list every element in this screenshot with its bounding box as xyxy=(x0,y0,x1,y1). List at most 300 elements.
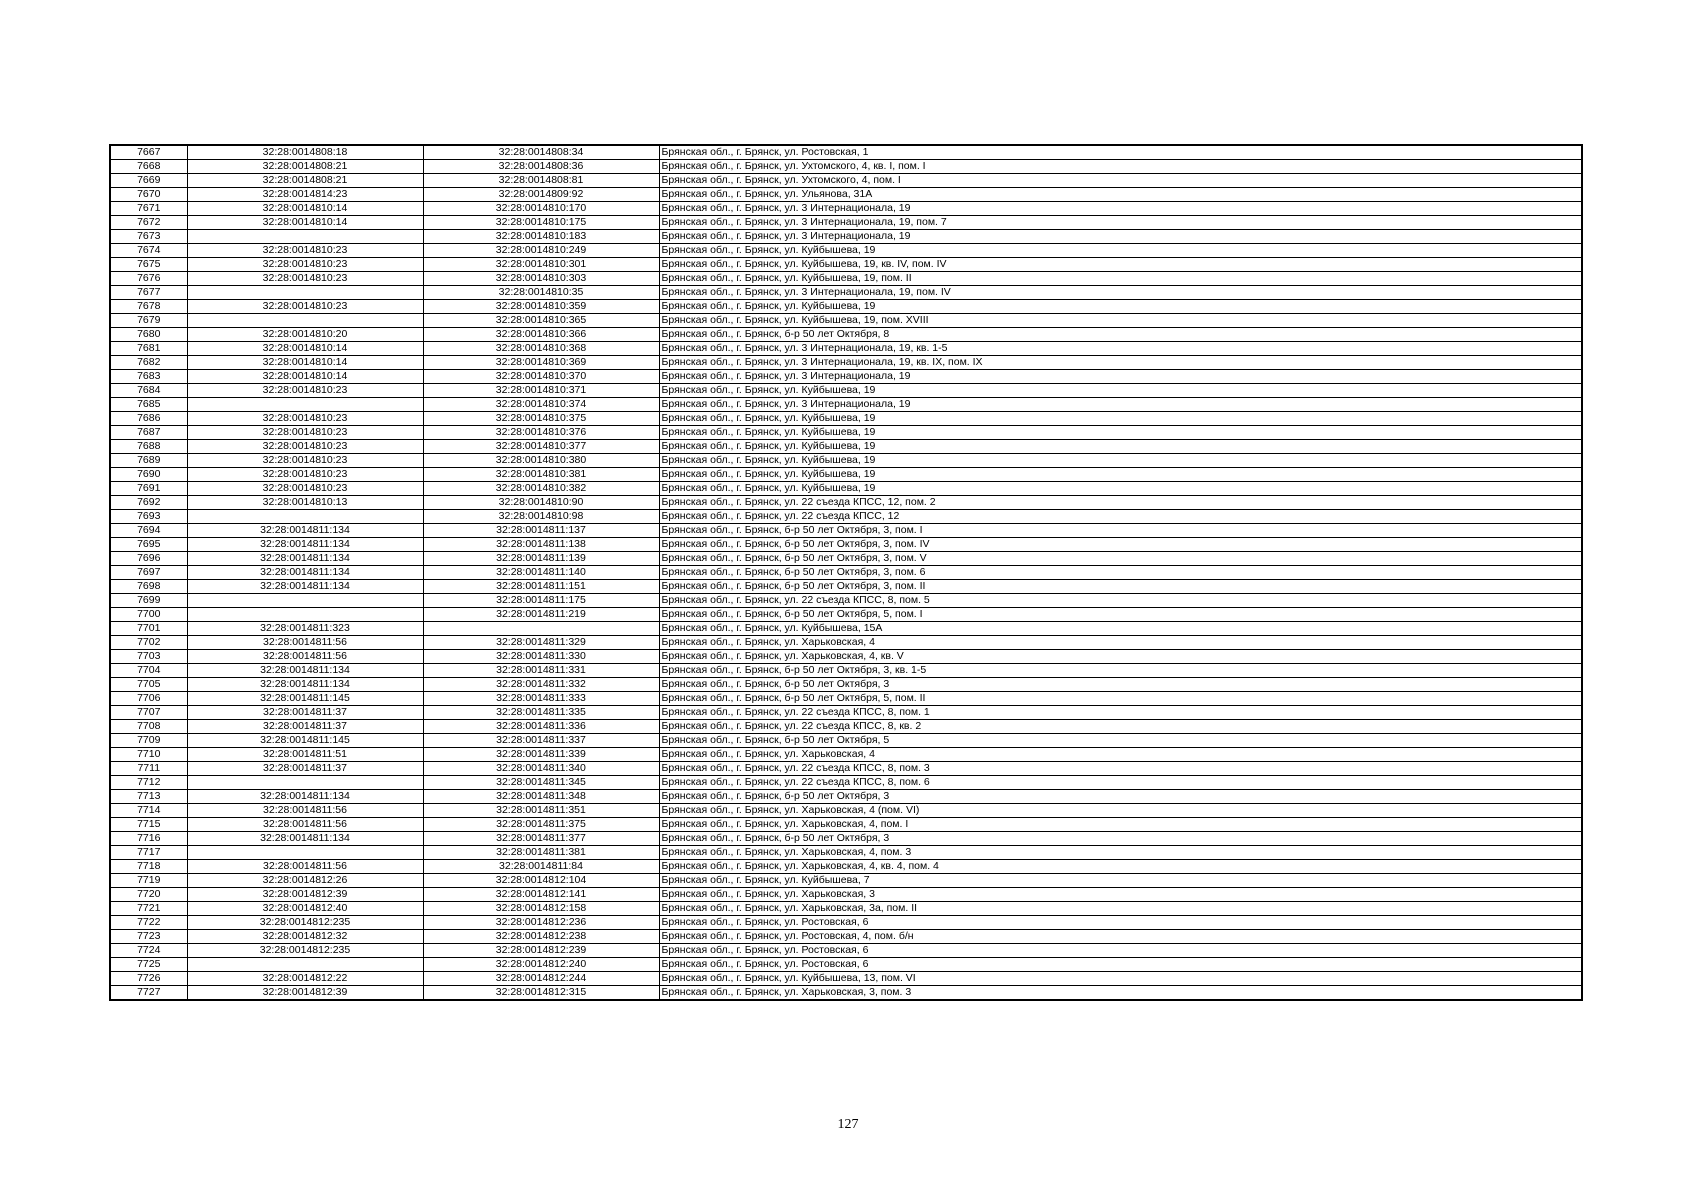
row-number-cell: 7720 xyxy=(110,888,187,902)
table-row xyxy=(110,972,1582,986)
row-number-cell: 7671 xyxy=(110,202,187,216)
address-cell: Брянская обл., г. Брянск, ул. Куйбышева, 19 xyxy=(659,412,1582,426)
address-cell: Брянская обл., г. Брянск, ул. 3 Интернационала, 19 xyxy=(659,370,1582,384)
address-cell: Брянская обл., г. Брянск, ул. 22 съезда КПСС, 8, пом. 5 xyxy=(659,594,1582,608)
parcel-number-cell: 32:28:0014811:134 xyxy=(187,678,423,692)
object-number-cell: 32:28:0014811:137 xyxy=(423,524,659,538)
row-number-cell: 7695 xyxy=(110,538,187,552)
table-row xyxy=(110,272,1582,286)
row-number-cell: 7698 xyxy=(110,580,187,594)
object-number-cell: 32:28:0014810:368 xyxy=(423,342,659,356)
parcel-number-cell: 32:28:0014812:32 xyxy=(187,930,423,944)
row-number-cell: 7702 xyxy=(110,636,187,650)
table-row xyxy=(110,538,1582,552)
address-cell: Брянская обл., г. Брянск, ул. Куйбышева, 19 xyxy=(659,454,1582,468)
table-row xyxy=(110,426,1582,440)
table-row xyxy=(110,328,1582,342)
object-number-cell: 32:28:0014810:366 xyxy=(423,328,659,342)
address-cell: Брянская обл., г. Брянск, ул. Харьковская, 3 xyxy=(659,888,1582,902)
object-number-cell: 32:28:0014810:183 xyxy=(423,230,659,244)
address-cell: Брянская обл., г. Брянск, ул. Куйбышева, 19 xyxy=(659,482,1582,496)
address-cell: Брянская обл., г. Брянск, ул. Куйбышева, 19 xyxy=(659,300,1582,314)
address-cell: Брянская обл., г. Брянск, б-р 50 лет Октября, 3, пом. 6 xyxy=(659,566,1582,580)
object-number-cell: 32:28:0014810:301 xyxy=(423,258,659,272)
parcel-number-cell: 32:28:0014808:21 xyxy=(187,160,423,174)
object-number-cell: 32:28:0014812:315 xyxy=(423,986,659,1001)
address-cell: Брянская обл., г. Брянск, ул. 22 съезда КПСС, 8, пом. 1 xyxy=(659,706,1582,720)
row-number-cell: 7670 xyxy=(110,188,187,202)
address-cell: Брянская обл., г. Брянск, ул. Куйбышева, 19 xyxy=(659,468,1582,482)
table-row xyxy=(110,636,1582,650)
row-number-cell: 7719 xyxy=(110,874,187,888)
parcel-number-cell: 32:28:0014810:14 xyxy=(187,342,423,356)
table-row xyxy=(110,356,1582,370)
object-number-cell: 32:28:0014811:339 xyxy=(423,748,659,762)
table-row xyxy=(110,230,1582,244)
address-cell: Брянская обл., г. Брянск, ул. Ухтомского, 4, пом. I xyxy=(659,174,1582,188)
row-number-cell: 7703 xyxy=(110,650,187,664)
table-row xyxy=(110,342,1582,356)
object-number-cell: 32:28:0014811:335 xyxy=(423,706,659,720)
row-number-cell: 7718 xyxy=(110,860,187,874)
address-cell: Брянская обл., г. Брянск, б-р 50 лет Октября, 5 xyxy=(659,734,1582,748)
object-number-cell: 32:28:0014810:381 xyxy=(423,468,659,482)
object-number-cell: 32:28:0014811:329 xyxy=(423,636,659,650)
table-row xyxy=(110,930,1582,944)
table-row xyxy=(110,650,1582,664)
address-cell: Брянская обл., г. Брянск, ул. Харьковская, 3а, пом. II xyxy=(659,902,1582,916)
table-row xyxy=(110,846,1582,860)
address-cell: Брянская обл., г. Брянск, ул. 22 съезда КПСС, 8, кв. 2 xyxy=(659,720,1582,734)
parcel-number-cell: 32:28:0014812:39 xyxy=(187,986,423,1001)
address-cell: Брянская обл., г. Брянск, ул. Куйбышева, 19 xyxy=(659,244,1582,258)
row-number-cell: 7713 xyxy=(110,790,187,804)
object-number-cell: 32:28:0014809:92 xyxy=(423,188,659,202)
table-row xyxy=(110,804,1582,818)
table-row xyxy=(110,216,1582,230)
object-number-cell: 32:28:0014810:249 xyxy=(423,244,659,258)
object-number-cell: 32:28:0014811:331 xyxy=(423,664,659,678)
object-number-cell: 32:28:0014812:236 xyxy=(423,916,659,930)
address-cell: Брянская обл., г. Брянск, ул. 3 Интернационала, 19, пом. 7 xyxy=(659,216,1582,230)
table-row xyxy=(110,888,1582,902)
object-number-cell: 32:28:0014810:175 xyxy=(423,216,659,230)
row-number-cell: 7688 xyxy=(110,440,187,454)
object-number-cell: 32:28:0014812:104 xyxy=(423,874,659,888)
parcel-number-cell: 32:28:0014812:26 xyxy=(187,874,423,888)
row-number-cell: 7706 xyxy=(110,692,187,706)
object-number-cell: 32:28:0014810:35 xyxy=(423,286,659,300)
table-row xyxy=(110,370,1582,384)
row-number-cell: 7721 xyxy=(110,902,187,916)
row-number-cell: 7690 xyxy=(110,468,187,482)
row-number-cell: 7678 xyxy=(110,300,187,314)
object-number-cell: 32:28:0014811:351 xyxy=(423,804,659,818)
object-number-cell: 32:28:0014810:90 xyxy=(423,496,659,510)
parcel-number-cell: 32:28:0014810:23 xyxy=(187,384,423,398)
row-number-cell: 7717 xyxy=(110,846,187,860)
table-row xyxy=(110,258,1582,272)
table-row xyxy=(110,202,1582,216)
address-cell: Брянская обл., г. Брянск, ул. Куйбышева, 19 xyxy=(659,426,1582,440)
parcel-number-cell: 32:28:0014811:37 xyxy=(187,706,423,720)
parcel-number-cell: 32:28:0014814:23 xyxy=(187,188,423,202)
object-number-cell: 32:28:0014812:238 xyxy=(423,930,659,944)
row-number-cell: 7700 xyxy=(110,608,187,622)
address-cell: Брянская обл., г. Брянск, ул. Куйбышева, 19, пом. II xyxy=(659,272,1582,286)
parcel-number-cell: 32:28:0014810:23 xyxy=(187,454,423,468)
row-number-cell: 7711 xyxy=(110,762,187,776)
parcel-number-cell: 32:28:0014810:14 xyxy=(187,216,423,230)
row-number-cell: 7723 xyxy=(110,930,187,944)
address-cell: Брянская обл., г. Брянск, ул. 3 Интернационала, 19, кв. 1-5 xyxy=(659,342,1582,356)
object-number-cell: 32:28:0014810:365 xyxy=(423,314,659,328)
row-number-cell: 7726 xyxy=(110,972,187,986)
row-number-cell: 7712 xyxy=(110,776,187,790)
parcel-number-cell: 32:28:0014810:13 xyxy=(187,496,423,510)
table-row xyxy=(110,958,1582,972)
row-number-cell: 7683 xyxy=(110,370,187,384)
row-number-cell: 7679 xyxy=(110,314,187,328)
address-cell: Брянская обл., г. Брянск, ул. Харьковская, 4, пом. 3 xyxy=(659,846,1582,860)
row-number-cell: 7707 xyxy=(110,706,187,720)
object-number-cell: 32:28:0014811:84 xyxy=(423,860,659,874)
address-cell: Брянская обл., г. Брянск, ул. Куйбышева, 7 xyxy=(659,874,1582,888)
object-number-cell: 32:28:0014810:380 xyxy=(423,454,659,468)
parcel-number-cell: 32:28:0014811:323 xyxy=(187,622,423,636)
object-number-cell: 32:28:0014808:34 xyxy=(423,145,659,160)
address-cell: Брянская обл., г. Брянск, ул. Ростовская, 1 xyxy=(659,145,1582,160)
address-cell: Брянская обл., г. Брянск, б-р 50 лет Октября, 5, пом. II xyxy=(659,692,1582,706)
address-cell: Брянская обл., г. Брянск, ул. Ростовская, 6 xyxy=(659,916,1582,930)
address-cell: Брянская обл., г. Брянск, ул. 22 съезда КПСС, 12 xyxy=(659,510,1582,524)
row-number-cell: 7705 xyxy=(110,678,187,692)
parcel-number-cell xyxy=(187,286,423,300)
row-number-cell: 7724 xyxy=(110,944,187,958)
object-number-cell: 32:28:0014810:377 xyxy=(423,440,659,454)
table-row xyxy=(110,496,1582,510)
row-number-cell: 7709 xyxy=(110,734,187,748)
table-row xyxy=(110,440,1582,454)
address-cell: Брянская обл., г. Брянск, ул. Куйбышева, 13, пом. VI xyxy=(659,972,1582,986)
row-number-cell: 7708 xyxy=(110,720,187,734)
table-row xyxy=(110,482,1582,496)
address-cell: Брянская обл., г. Брянск, б-р 50 лет Октября, 3 xyxy=(659,832,1582,846)
parcel-number-cell: 32:28:0014812:235 xyxy=(187,916,423,930)
table-row xyxy=(110,720,1582,734)
row-number-cell: 7677 xyxy=(110,286,187,300)
row-number-cell: 7715 xyxy=(110,818,187,832)
table-row xyxy=(110,762,1582,776)
table-row xyxy=(110,174,1582,188)
row-number-cell: 7673 xyxy=(110,230,187,244)
row-number-cell: 7672 xyxy=(110,216,187,230)
row-number-cell: 7699 xyxy=(110,594,187,608)
row-number-cell: 7669 xyxy=(110,174,187,188)
table-row xyxy=(110,160,1582,174)
object-number-cell: 32:28:0014811:332 xyxy=(423,678,659,692)
row-number-cell: 7675 xyxy=(110,258,187,272)
parcel-number-cell: 32:28:0014811:51 xyxy=(187,748,423,762)
address-cell: Брянская обл., г. Брянск, б-р 50 лет Октября, 3 xyxy=(659,678,1582,692)
row-number-cell: 7694 xyxy=(110,524,187,538)
table-row xyxy=(110,300,1582,314)
parcel-number-cell xyxy=(187,776,423,790)
table-row xyxy=(110,916,1582,930)
table-row xyxy=(110,874,1582,888)
object-number-cell: 32:28:0014811:219 xyxy=(423,608,659,622)
table-row xyxy=(110,664,1582,678)
address-cell: Брянская обл., г. Брянск, ул. 3 Интернационала, 19, пом. IV xyxy=(659,286,1582,300)
table-row xyxy=(110,244,1582,258)
parcel-number-cell: 32:28:0014811:145 xyxy=(187,692,423,706)
address-cell: Брянская обл., г. Брянск, ул. Харьковская, 4, пом. I xyxy=(659,818,1582,832)
table-row xyxy=(110,622,1582,636)
table-row xyxy=(110,384,1582,398)
row-number-cell: 7696 xyxy=(110,552,187,566)
parcel-number-cell: 32:28:0014811:134 xyxy=(187,552,423,566)
row-number-cell: 7667 xyxy=(110,145,187,160)
address-cell: Брянская обл., г. Брянск, ул. 3 Интернационала, 19, кв. IX, пом. IX xyxy=(659,356,1582,370)
object-number-cell: 32:28:0014811:336 xyxy=(423,720,659,734)
row-number-cell: 7685 xyxy=(110,398,187,412)
address-cell: Брянская обл., г. Брянск, б-р 50 лет Октября, 3, пом. IV xyxy=(659,538,1582,552)
address-cell: Брянская обл., г. Брянск, ул. Куйбышева, 19 xyxy=(659,384,1582,398)
address-cell: Брянская обл., г. Брянск, ул. Куйбышева, 19, кв. IV, пом. IV xyxy=(659,258,1582,272)
address-cell: Брянская обл., г. Брянск, ул. 3 Интернационала, 19 xyxy=(659,398,1582,412)
parcel-number-cell xyxy=(187,846,423,860)
parcel-number-cell: 32:28:0014811:145 xyxy=(187,734,423,748)
row-number-cell: 7691 xyxy=(110,482,187,496)
object-number-cell: 32:28:0014810:303 xyxy=(423,272,659,286)
parcel-number-cell xyxy=(187,314,423,328)
table-row xyxy=(110,818,1582,832)
object-number-cell: 32:28:0014810:382 xyxy=(423,482,659,496)
object-number-cell: 32:28:0014811:333 xyxy=(423,692,659,706)
parcel-number-cell: 32:28:0014810:23 xyxy=(187,258,423,272)
address-cell: Брянская обл., г. Брянск, ул. Ростовская, 4, пом. б/н xyxy=(659,930,1582,944)
parcel-number-cell: 32:28:0014808:21 xyxy=(187,174,423,188)
object-number-cell: 32:28:0014811:140 xyxy=(423,566,659,580)
table-row xyxy=(110,510,1582,524)
address-cell: Брянская обл., г. Брянск, ул. 3 Интернационала, 19 xyxy=(659,202,1582,216)
address-cell: Брянская обл., г. Брянск, ул. Харьковская, 4 xyxy=(659,636,1582,650)
table-row xyxy=(110,468,1582,482)
parcel-number-cell: 32:28:0014812:22 xyxy=(187,972,423,986)
table-row xyxy=(110,678,1582,692)
parcel-number-cell: 32:28:0014810:23 xyxy=(187,300,423,314)
parcel-number-cell: 32:28:0014811:134 xyxy=(187,538,423,552)
data-table xyxy=(109,144,1583,1001)
object-number-cell: 32:28:0014812:240 xyxy=(423,958,659,972)
address-cell: Брянская обл., г. Брянск, ул. 3 Интернационала, 19 xyxy=(659,230,1582,244)
address-cell: Брянская обл., г. Брянск, ул. Харьковская, 3, пом. 3 xyxy=(659,986,1582,1001)
parcel-number-cell: 32:28:0014811:134 xyxy=(187,790,423,804)
address-cell: Брянская обл., г. Брянск, ул. 22 съезда КПСС, 8, пом. 3 xyxy=(659,762,1582,776)
parcel-number-cell: 32:28:0014812:40 xyxy=(187,902,423,916)
table-row xyxy=(110,790,1582,804)
table-row xyxy=(110,860,1582,874)
row-number-cell: 7725 xyxy=(110,958,187,972)
address-cell: Брянская обл., г. Брянск, ул. Харьковская, 4 xyxy=(659,748,1582,762)
parcel-number-cell: 32:28:0014811:134 xyxy=(187,664,423,678)
address-cell: Брянская обл., г. Брянск, ул. Ростовская, 6 xyxy=(659,958,1582,972)
row-number-cell: 7689 xyxy=(110,454,187,468)
object-number-cell: 32:28:0014811:151 xyxy=(423,580,659,594)
table-row xyxy=(110,454,1582,468)
table-row xyxy=(110,608,1582,622)
address-cell: Брянская обл., г. Брянск, б-р 50 лет Октября, 3, пом. II xyxy=(659,580,1582,594)
parcel-number-cell: 32:28:0014810:23 xyxy=(187,412,423,426)
table-row xyxy=(110,580,1582,594)
table-row xyxy=(110,145,1582,160)
row-number-cell: 7668 xyxy=(110,160,187,174)
parcel-number-cell: 32:28:0014810:23 xyxy=(187,468,423,482)
address-cell: Брянская обл., г. Брянск, ул. Харьковская, 4, кв. 4, пом. 4 xyxy=(659,860,1582,874)
object-number-cell: 32:28:0014812:239 xyxy=(423,944,659,958)
parcel-number-cell: 32:28:0014810:14 xyxy=(187,202,423,216)
parcel-number-cell: 32:28:0014811:134 xyxy=(187,566,423,580)
parcel-number-cell: 32:28:0014810:23 xyxy=(187,272,423,286)
object-number-cell: 32:28:0014810:370 xyxy=(423,370,659,384)
object-number-cell: 32:28:0014811:175 xyxy=(423,594,659,608)
object-number-cell: 32:28:0014811:375 xyxy=(423,818,659,832)
parcel-number-cell: 32:28:0014811:134 xyxy=(187,832,423,846)
page-number: 127 xyxy=(837,1117,859,1132)
parcel-number-cell xyxy=(187,594,423,608)
address-cell: Брянская обл., г. Брянск, ул. 22 съезда КПСС, 12, пом. 2 xyxy=(659,496,1582,510)
address-cell: Брянская обл., г. Брянск, ул. Ростовская, 6 xyxy=(659,944,1582,958)
table-row xyxy=(110,188,1582,202)
table-row xyxy=(110,692,1582,706)
table-row xyxy=(110,944,1582,958)
table-row xyxy=(110,832,1582,846)
address-cell: Брянская обл., г. Брянск, ул. 22 съезда КПСС, 8, пом. 6 xyxy=(659,776,1582,790)
parcel-number-cell: 32:28:0014811:37 xyxy=(187,762,423,776)
object-number-cell: 32:28:0014808:81 xyxy=(423,174,659,188)
address-cell: Брянская обл., г. Брянск, ул. Куйбышева, 15А xyxy=(659,622,1582,636)
parcel-number-cell: 32:28:0014811:56 xyxy=(187,818,423,832)
object-number-cell: 32:28:0014810:375 xyxy=(423,412,659,426)
object-number-cell: 32:28:0014810:369 xyxy=(423,356,659,370)
row-number-cell: 7692 xyxy=(110,496,187,510)
address-cell: Брянская обл., г. Брянск, б-р 50 лет Октября, 3, пом. I xyxy=(659,524,1582,538)
parcel-number-cell: 32:28:0014811:56 xyxy=(187,636,423,650)
object-number-cell: 32:28:0014812:141 xyxy=(423,888,659,902)
parcel-number-cell: 32:28:0014810:23 xyxy=(187,426,423,440)
parcel-number-cell: 32:28:0014810:23 xyxy=(187,244,423,258)
row-number-cell: 7716 xyxy=(110,832,187,846)
table-row xyxy=(110,286,1582,300)
table-row xyxy=(110,706,1582,720)
parcel-number-cell: 32:28:0014811:56 xyxy=(187,804,423,818)
address-cell: Брянская обл., г. Брянск, ул. Ульянова, 31А xyxy=(659,188,1582,202)
parcel-number-cell: 32:28:0014808:18 xyxy=(187,145,423,160)
object-number-cell: 32:28:0014810:98 xyxy=(423,510,659,524)
parcel-number-cell: 32:28:0014812:235 xyxy=(187,944,423,958)
address-cell: Брянская обл., г. Брянск, ул. Харьковская, 4, кв. V xyxy=(659,650,1582,664)
row-number-cell: 7693 xyxy=(110,510,187,524)
object-number-cell: 32:28:0014811:337 xyxy=(423,734,659,748)
object-number-cell: 32:28:0014811:330 xyxy=(423,650,659,664)
table-row xyxy=(110,902,1582,916)
parcel-number-cell: 32:28:0014811:56 xyxy=(187,650,423,664)
address-cell: Брянская обл., г. Брянск, ул. Харьковская, 4 (пом. VI) xyxy=(659,804,1582,818)
parcel-number-cell xyxy=(187,510,423,524)
table-row xyxy=(110,776,1582,790)
parcel-number-cell: 32:28:0014811:37 xyxy=(187,720,423,734)
row-number-cell: 7674 xyxy=(110,244,187,258)
object-number-cell: 32:28:0014811:139 xyxy=(423,552,659,566)
object-number-cell: 32:28:0014811:381 xyxy=(423,846,659,860)
parcel-number-cell: 32:28:0014811:56 xyxy=(187,860,423,874)
parcel-number-cell: 32:28:0014812:39 xyxy=(187,888,423,902)
address-cell: Брянская обл., г. Брянск, ул. Куйбышева, 19, пом. XVIII xyxy=(659,314,1582,328)
parcel-number-cell xyxy=(187,608,423,622)
row-number-cell: 7727 xyxy=(110,986,187,1001)
table-row xyxy=(110,412,1582,426)
object-number-cell xyxy=(423,622,659,636)
object-number-cell: 32:28:0014810:359 xyxy=(423,300,659,314)
row-number-cell: 7704 xyxy=(110,664,187,678)
parcel-number-cell: 32:28:0014810:23 xyxy=(187,482,423,496)
parcel-number-cell: 32:28:0014811:134 xyxy=(187,580,423,594)
object-number-cell: 32:28:0014810:371 xyxy=(423,384,659,398)
address-cell: Брянская обл., г. Брянск, б-р 50 лет Октября, 3, кв. 1-5 xyxy=(659,664,1582,678)
object-number-cell: 32:28:0014811:138 xyxy=(423,538,659,552)
table-body xyxy=(110,145,1582,1000)
address-cell: Брянская обл., г. Брянск, б-р 50 лет Октября, 3 xyxy=(659,790,1582,804)
object-number-cell: 32:28:0014811:377 xyxy=(423,832,659,846)
address-cell: Брянская обл., г. Брянск, ул. Ухтомского, 4, кв. I, пом. I xyxy=(659,160,1582,174)
row-number-cell: 7697 xyxy=(110,566,187,580)
row-number-cell: 7682 xyxy=(110,356,187,370)
parcel-number-cell: 32:28:0014811:134 xyxy=(187,524,423,538)
address-cell: Брянская обл., г. Брянск, б-р 50 лет Октября, 3, пом. V xyxy=(659,552,1582,566)
table-row xyxy=(110,398,1582,412)
address-cell: Брянская обл., г. Брянск, б-р 50 лет Октября, 5, пом. I xyxy=(659,608,1582,622)
object-number-cell: 32:28:0014811:340 xyxy=(423,762,659,776)
table-row xyxy=(110,314,1582,328)
parcel-number-cell: 32:28:0014810:20 xyxy=(187,328,423,342)
parcel-number-cell: 32:28:0014810:23 xyxy=(187,440,423,454)
table-row xyxy=(110,524,1582,538)
parcel-number-cell xyxy=(187,958,423,972)
object-number-cell: 32:28:0014812:158 xyxy=(423,902,659,916)
table-row xyxy=(110,986,1582,1001)
parcel-number-cell xyxy=(187,230,423,244)
parcel-number-cell: 32:28:0014810:14 xyxy=(187,356,423,370)
object-number-cell: 32:28:0014810:376 xyxy=(423,426,659,440)
row-number-cell: 7687 xyxy=(110,426,187,440)
row-number-cell: 7680 xyxy=(110,328,187,342)
table-row xyxy=(110,552,1582,566)
address-cell: Брянская обл., г. Брянск, б-р 50 лет Октября, 8 xyxy=(659,328,1582,342)
row-number-cell: 7676 xyxy=(110,272,187,286)
row-number-cell: 7722 xyxy=(110,916,187,930)
row-number-cell: 7681 xyxy=(110,342,187,356)
row-number-cell: 7684 xyxy=(110,384,187,398)
row-number-cell: 7686 xyxy=(110,412,187,426)
object-number-cell: 32:28:0014811:348 xyxy=(423,790,659,804)
object-number-cell: 32:28:0014808:36 xyxy=(423,160,659,174)
object-number-cell: 32:28:0014810:374 xyxy=(423,398,659,412)
parcel-number-cell xyxy=(187,398,423,412)
object-number-cell: 32:28:0014811:345 xyxy=(423,776,659,790)
table-row xyxy=(110,734,1582,748)
table-row xyxy=(110,594,1582,608)
object-number-cell: 32:28:0014810:170 xyxy=(423,202,659,216)
